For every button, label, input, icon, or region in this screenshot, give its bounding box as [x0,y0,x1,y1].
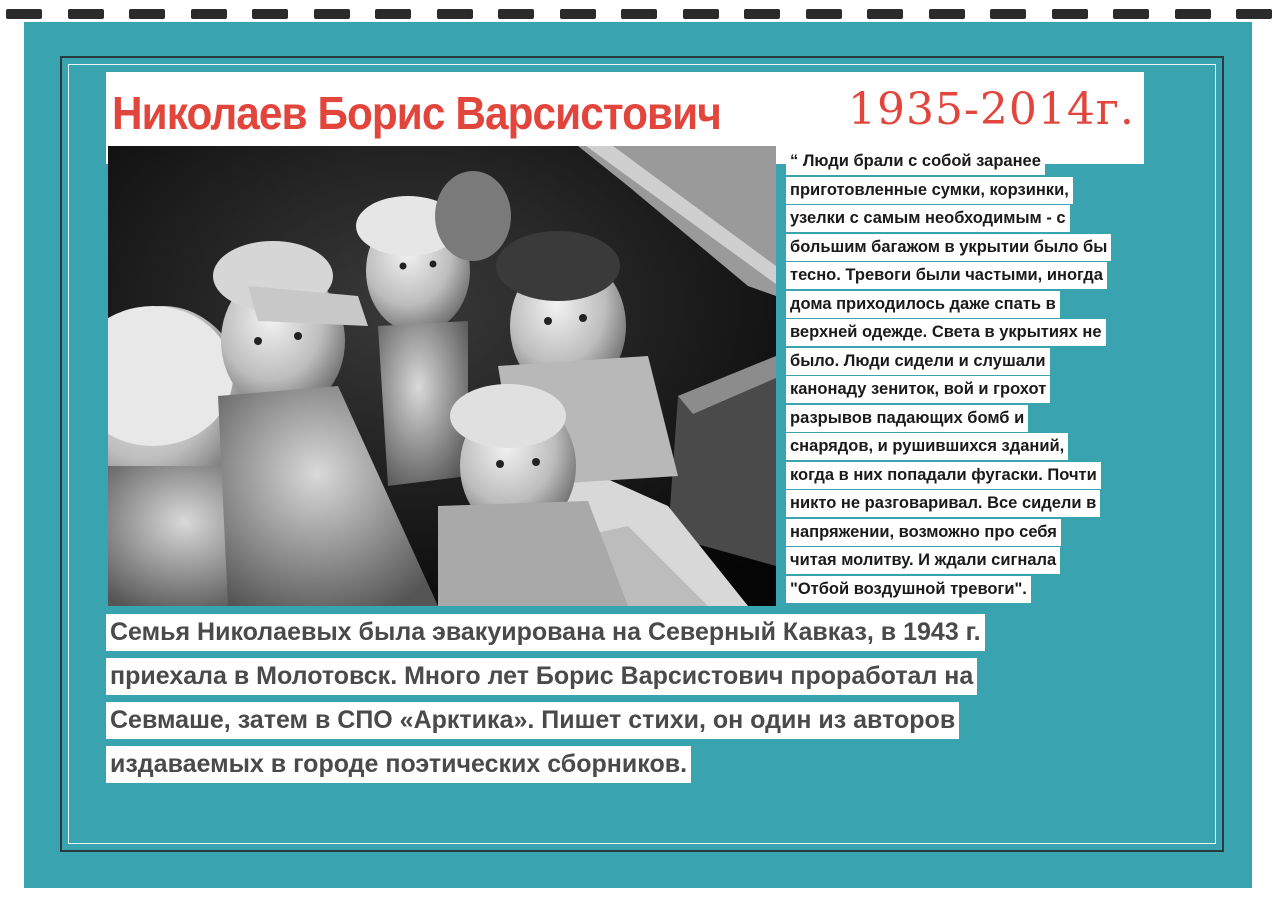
binding-hole [990,9,1026,19]
life-years: 1935-2014г. [848,84,1135,135]
quote-line: "Отбой воздушной тревоги". [786,576,1031,603]
quote-line: канонаду зениток, вой и грохот [786,376,1050,403]
binding-hole [375,9,411,19]
quote-line: было. Люди сидели и слушали [786,348,1050,375]
bio-line: Севмаше, затем в СПО «Арктика». Пишет стихи, он один из авторов [106,702,959,739]
binding-hole [1113,9,1149,19]
quote-line: приготовленные сумки, корзинки, [786,177,1073,204]
children-shelter-photo [108,146,776,606]
binding-hole [1236,9,1272,19]
binding-hole [498,9,534,19]
binding-hole [252,9,288,19]
quote-line: верхней одежде. Света в укрытиях не [786,319,1106,346]
quote-line: напряжении, возможно про себя [786,519,1061,546]
quote-line: никто не разговаривал. Все сидели в [786,490,1100,517]
binding-hole [129,9,165,19]
binding-hole [929,9,965,19]
quote-line: узелки с самым необходимым - с [786,205,1070,232]
quote-line: разрывов падающих бомб и [786,405,1028,432]
binding-hole [314,9,350,19]
memory-quote [786,148,1176,604]
binding-hole [68,9,104,19]
binding-hole [6,9,42,19]
bio-line: приехала в Молотовск. Много лет Борис Варсистович проработал на [106,658,977,695]
binding-hole [560,9,596,19]
quote-line: дома приходилось даже спать в [786,291,1060,318]
binding-hole [683,9,719,19]
binding-hole [437,9,473,19]
binding-hole [744,9,780,19]
biography-text [106,614,1186,790]
quote-line: тесно. Тревоги были частыми, иногда [786,262,1107,289]
quote-line: “ Люди брали с собой заранее [786,148,1045,175]
bio-line: издаваемых в городе поэтических сборников. [106,746,691,783]
binding-hole [806,9,842,19]
bio-line: Семья Николаевых была эвакуирована на Северный Кавказ, в 1943 г. [106,614,985,651]
quote-line: большим багажом в укрытии было бы [786,234,1111,261]
binding-hole [867,9,903,19]
quote-line: когда в них попадали фугаски. Почти [786,462,1101,489]
binding-hole [191,9,227,19]
binding-hole [1052,9,1088,19]
quote-line: читая молитву. И ждали сигнала [786,547,1060,574]
binding-hole [621,9,657,19]
person-name: Николаев Борис Варсистович [112,87,721,139]
binding-hole [1175,9,1211,19]
page-sheet [24,22,1252,888]
quote-line: снарядов, и рушившихся зданий, [786,433,1068,460]
